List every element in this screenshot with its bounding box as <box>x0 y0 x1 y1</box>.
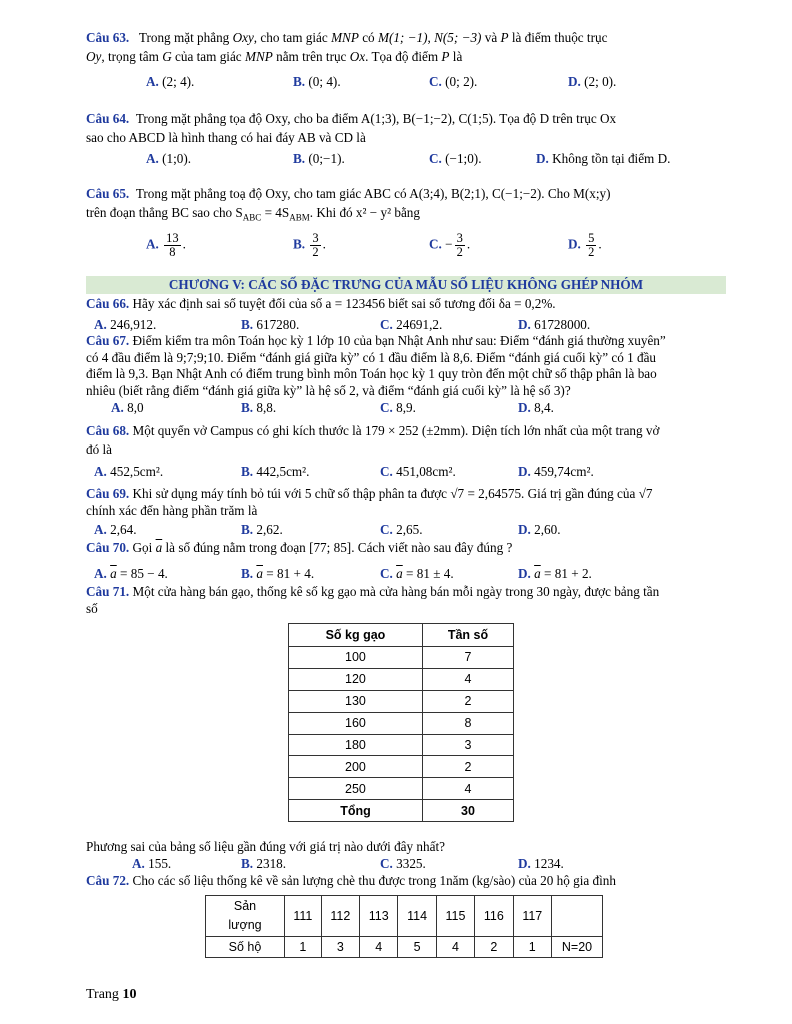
option-d[interactable]: D. 459,74cm². <box>518 464 594 479</box>
question-63: Câu 63. Trong mặt phẳng Oxy, cho tam giác MNP có M(1; −1), N(5; −3) và P là điểm thuộc trục Oy, trọng tâm G của tam giác MNP nằm trên trục Ox. Tọa độ điểm P là A. (2; 4). B. (0; 4). C. (0; 2). D. (2; 0). <box>86 28 726 66</box>
table-cell: 116 <box>475 896 513 937</box>
option-c[interactable]: C. − $\frac{3}{2}$ . <box>429 231 471 259</box>
table-header-cell: Tần số <box>422 624 513 647</box>
table-row <box>289 734 514 756</box>
table-cell: 120 <box>289 668 423 690</box>
question-number: Câu 70. <box>86 540 130 555</box>
table-cell: 100 <box>289 647 423 669</box>
option-b[interactable]: B. $\overline{a} = 81 + 4$. <box>241 566 315 581</box>
tea-yield-table <box>205 895 603 958</box>
option-c[interactable]: C. $\overline{a} = 81 \pm 4$. <box>380 566 454 581</box>
answer-options <box>86 149 726 169</box>
option-a[interactable]: A. $\overline{a} = 85 - 4$. <box>94 566 168 581</box>
page-number: 10 <box>122 987 137 1002</box>
question-number: Câu 71. <box>86 584 130 599</box>
option-c[interactable]: C. 8,9. <box>380 400 416 415</box>
table-cell: 2 <box>422 756 513 778</box>
answer-options <box>86 72 726 92</box>
option-d[interactable]: D. 2,60. <box>518 522 561 537</box>
option-a[interactable]: A. 2,64. <box>94 522 137 537</box>
answer-options <box>86 522 726 542</box>
table-cell: 4 <box>436 937 474 958</box>
table-cell: 4 <box>422 668 513 690</box>
table-row <box>206 937 603 958</box>
question-67: Câu 67. Điểm kiểm tra môn Toán học kỳ 1 lớp 10 của bạn Nhật Anh như sau: Điểm “đánh giá thường xuyên” có 4 đầu điểm là 9;7;9;10. Điểm “đánh giá giữa kỳ” có 1 đầu điểm là 8,6. Điểm “đánh giá cuối kỳ” có 1 đầu điểm là 9,3. Bạn Nhật Anh có điểm trung bình môn Toán học kỳ 1 quy tròn đến một chữ số thập phân là bao nhiêu (biết rằng điểm “đánh giá giữa kỳ” là hệ số 2, và điểm “đánh giá cuối kỳ” là hệ số 3)? A. 8,0 B. 8,8. C. 8,9. D. 8,4. <box>86 333 726 399</box>
table-cell: 114 <box>398 896 436 937</box>
answer-options <box>86 566 726 586</box>
question-number: Câu 65. <box>86 186 130 201</box>
table-row <box>289 712 514 734</box>
question-71: Câu 71. Một cửa hàng bán gạo, thống kê số kg gạo mà cửa hàng bán mỗi ngày trong 30 ngày, được bảng tần số <box>86 584 660 616</box>
table-cell: 112 <box>321 896 359 937</box>
table-cell: 5 <box>398 937 436 958</box>
table-cell: 30 <box>422 800 513 822</box>
option-c[interactable]: C. 2,65. <box>380 522 423 537</box>
question-66: Câu 66. Hãy xác định sai số tuyệt đối của số a = 123456 biết sai số tương đối δa = 0,2%. A. 246,912. B. 617280. C. 24691,2. D. 61728000. <box>86 296 726 313</box>
table-row <box>289 668 514 690</box>
option-a[interactable]: A. (2; 4). <box>146 74 195 89</box>
page-footer: Trang 10 <box>86 987 137 1002</box>
table-row <box>289 690 514 712</box>
table-cell: 1 <box>513 937 551 958</box>
question-72: Câu 72. Cho các số liệu thống kê về sản lượng chè thu được trong 1năm (kg/sào) của 20 hộ gia đình <box>86 873 616 888</box>
table-cell: 7 <box>422 647 513 669</box>
question-number: Câu 72. <box>86 873 130 888</box>
table-row-label: Sản lượng <box>206 896 285 937</box>
table-cell: 180 <box>289 734 423 756</box>
option-c[interactable]: C. 3325. <box>380 856 426 871</box>
table-header-cell: Số kg gạo <box>289 624 423 647</box>
table-cell: 2 <box>422 690 513 712</box>
question-70: Câu 70. Gọi $\overline{a}$ là số đúng nằm trong đoạn [77; 85]. Cách viết nào sau đây đúng ? A. $\overline{a} = 85 - 4$. B. $\overline{a} = 81 + 4$. C. $\overline{a} = 81 \pm 4$. D. $\overline{a} = 81 + 2$. <box>86 540 726 557</box>
option-a[interactable]: A. 155. <box>132 856 172 871</box>
option-b[interactable]: B. $\frac{3}{2}$ . <box>293 231 326 259</box>
table-cell: 250 <box>289 778 423 800</box>
table-cell: 2 <box>475 937 513 958</box>
option-a[interactable]: A. 452,5cm². <box>94 464 164 479</box>
question-number: Câu 63. <box>86 30 130 45</box>
table-cell: 111 <box>285 896 322 937</box>
option-a[interactable]: A. 246,912. <box>94 317 157 332</box>
table-cell: 113 <box>360 896 398 937</box>
option-b[interactable]: B. 2318. <box>241 856 287 871</box>
option-b[interactable]: B. 442,5cm². <box>241 464 310 479</box>
table-cell: 200 <box>289 756 423 778</box>
option-a[interactable]: A. 8,0 <box>111 400 144 415</box>
table-cell: 130 <box>289 690 423 712</box>
frequency-table <box>288 623 514 822</box>
question-number: Câu 64. <box>86 111 130 126</box>
answer-options <box>86 400 726 420</box>
question-71-prompt: Phương sai của bảng số liệu gần đúng với giá trị nào dưới đây nhất? A. 155. B. 2318. C. 3325. D. 1234. <box>86 839 726 856</box>
question-number: Câu 68. <box>86 423 130 438</box>
option-c[interactable]: C. (0; 2). <box>429 74 478 89</box>
table-cell: 3 <box>422 734 513 756</box>
table-cell: N=20 <box>552 937 603 958</box>
option-c[interactable]: C. 24691,2. <box>380 317 443 332</box>
table-cell: 115 <box>436 896 474 937</box>
option-d[interactable]: D. 61728000. <box>518 317 591 332</box>
table-cell: 4 <box>422 778 513 800</box>
table-cell <box>552 896 603 937</box>
table-total-row <box>289 800 514 822</box>
option-d[interactable]: D. $\overline{a} = 81 + 2$. <box>518 566 592 581</box>
option-d[interactable]: D. 1234. <box>518 856 564 871</box>
question-number: Câu 67. <box>86 333 130 348</box>
option-b[interactable]: B. (0; 4). <box>293 74 341 89</box>
table-row-label: Số hộ <box>206 937 285 958</box>
question-68: Câu 68. Một quyển vở Campus có ghi kích thước là 179 × 252 (±2mm). Diện tích lớn nhất của một trang vở đó là A. 452,5cm². B. 442,5cm². C. 451,08cm². D. 459,74cm². <box>86 421 726 459</box>
option-b[interactable]: B. (0;−1). <box>293 151 345 166</box>
option-c[interactable]: C. (−1;0). <box>429 151 482 166</box>
option-c[interactable]: C. 451,08cm². <box>380 464 456 479</box>
option-a[interactable]: A. $\frac{13}{8}$ . <box>146 231 186 259</box>
table-row <box>289 647 514 669</box>
question-number: Câu 69. <box>86 486 130 501</box>
table-header-row <box>289 624 514 647</box>
table-row <box>289 756 514 778</box>
table-row <box>289 778 514 800</box>
option-d[interactable]: D. $\frac{5}{2}$ . <box>568 231 602 259</box>
table-cell: 160 <box>289 712 423 734</box>
table-row <box>206 896 603 937</box>
question-69: Câu 69. Khi sử dụng máy tính bỏ túi với 5 chữ số thập phân ta được √7 = 2,64575. Giá trị gần đúng của √7 chính xác đến hàng phần trăm là A. 2,64. B. 2,62. C. 2,65. D. 2,60. <box>86 486 726 519</box>
option-b[interactable]: B. 8,8. <box>241 400 277 415</box>
option-d[interactable]: D. (2; 0). <box>568 74 617 89</box>
question-65: Câu 65. Trong mặt phẳng toạ độ Oxy, cho tam giác ABC có A(3;4), B(2;1), C(−1;−2). Cho M(x;y) trên đoạn thẳng BC sao cho $S_{ABC} = 4S_{ABM}$. Khi đó x² − y² bằng A. $\frac{13}{8}$ . B. $\frac{3}{2}$ . C. − $\frac{3}{2}$ . D. $\frac{5}{2}$ . <box>86 184 726 228</box>
chapter-heading: CHƯƠNG V: CÁC SỐ ĐẶC TRƯNG CỦA MẪU SỐ LIỆU KHÔNG GHÉP NHÓM <box>86 276 726 294</box>
table-cell: 1 <box>285 937 322 958</box>
answer-options <box>86 462 726 482</box>
option-b[interactable]: B. 2,62. <box>241 522 283 537</box>
table-cell: Tổng <box>289 800 423 822</box>
table-cell: 8 <box>422 712 513 734</box>
answer-options <box>86 232 726 266</box>
table-cell: 4 <box>360 937 398 958</box>
option-d[interactable]: D. Không tồn tại điểm D. <box>536 151 671 166</box>
table-cell: 117 <box>513 896 551 937</box>
question-number: Câu 66. <box>86 296 130 311</box>
question-64: Câu 64. Trong mặt phẳng tọa độ Oxy, cho ba điểm A(1;3), B(−1;−2), C(1;5). Tọa độ D trên trục Ox sao cho ABCD là hình thang có hai đáy AB và CD là A. (1;0). B. (0;−1). C. (−1;0). D. Không tồn tại điểm D. <box>86 109 726 147</box>
option-b[interactable]: B. 617280. <box>241 317 300 332</box>
option-a[interactable]: A. (1;0). <box>146 151 192 166</box>
table-cell: 3 <box>321 937 359 958</box>
option-d[interactable]: D. 8,4. <box>518 400 554 415</box>
